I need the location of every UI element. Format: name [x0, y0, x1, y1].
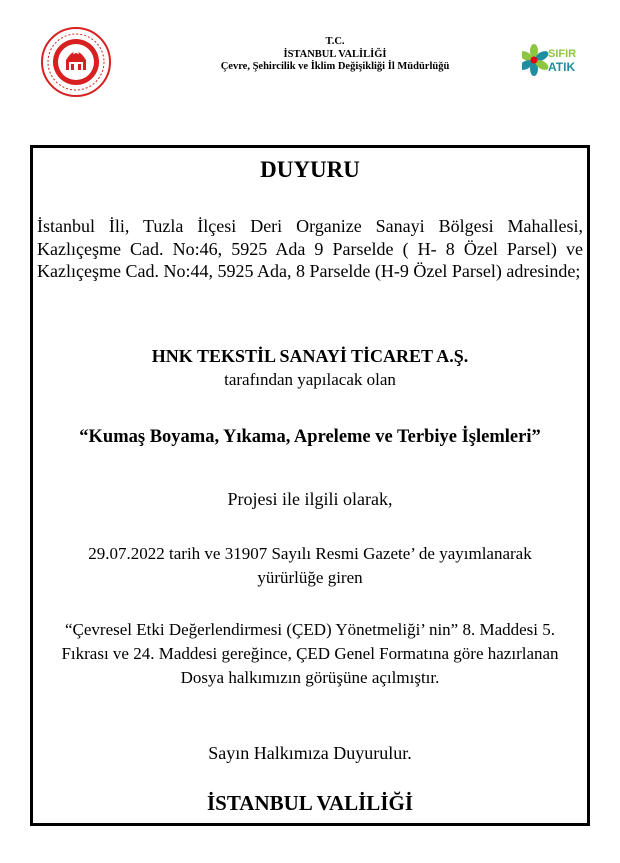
by-line: tarafından yapılacak olan: [224, 370, 396, 389]
company-name: HNK TEKSTİL SANAYİ TİCARET A.Ş.: [151, 346, 469, 366]
zero-waste-text-top: SIFIR: [548, 48, 577, 60]
project-title: “Kumaş Boyama, Yıkama, Apreleme ve Terbiye İşlemleri”: [79, 427, 541, 447]
notice-title: DUYURU: [260, 157, 360, 182]
project-note: Projesi ile ilgili olarak,: [227, 489, 393, 509]
address-paragraph: İstanbul İli, Tuzla İlçesi Deri Organize Sanayi Bölgesi Mahallesi, Kazlıçeşme Cad. No:46, 5925 Ada 9 Parselde ( H- 8 Özel Parsel) ve Kazlıçeşme Cad. No:44, 5925 Ada, 8 Parselde (H-9 Özel Parsel) adresinde;: [37, 216, 583, 281]
notice-box: [30, 145, 590, 826]
letterhead-governorship: İSTANBUL VALİLİĞİ: [283, 48, 387, 60]
letterhead-directorate: Çevre, Şehircilik ve İklim Değişikliği İl Müdürlüğü: [220, 61, 450, 72]
signature: İSTANBUL VALİLİĞİ: [206, 791, 413, 815]
letterhead: [140, 36, 530, 74]
letterhead-republic: T.C.: [325, 36, 345, 47]
regulation-paragraph: “Çevresel Etki Değerlendirmesi (ÇED) Yönetmeliği’ nin” 8. Maddesi 5. Fıkrası ve 24. Maddesi gereğince, ÇED Genel Formatına göre hazırlanan Dosya halkımızın görüşüne açılmıştır.: [61, 620, 559, 687]
zero-waste-text-bottom: ATIK: [548, 60, 576, 74]
closing-line: Sayın Halkımıza Duyurulur.: [208, 743, 412, 763]
zero-waste-logo-icon: [522, 40, 580, 80]
istanbul-governorship-seal-icon: [40, 26, 112, 98]
gazette-reference: 29.07.2022 tarih ve 31907 Sayılı Resmi Gazete’ de yayımlanarak yürürlüğe giren: [88, 544, 532, 587]
